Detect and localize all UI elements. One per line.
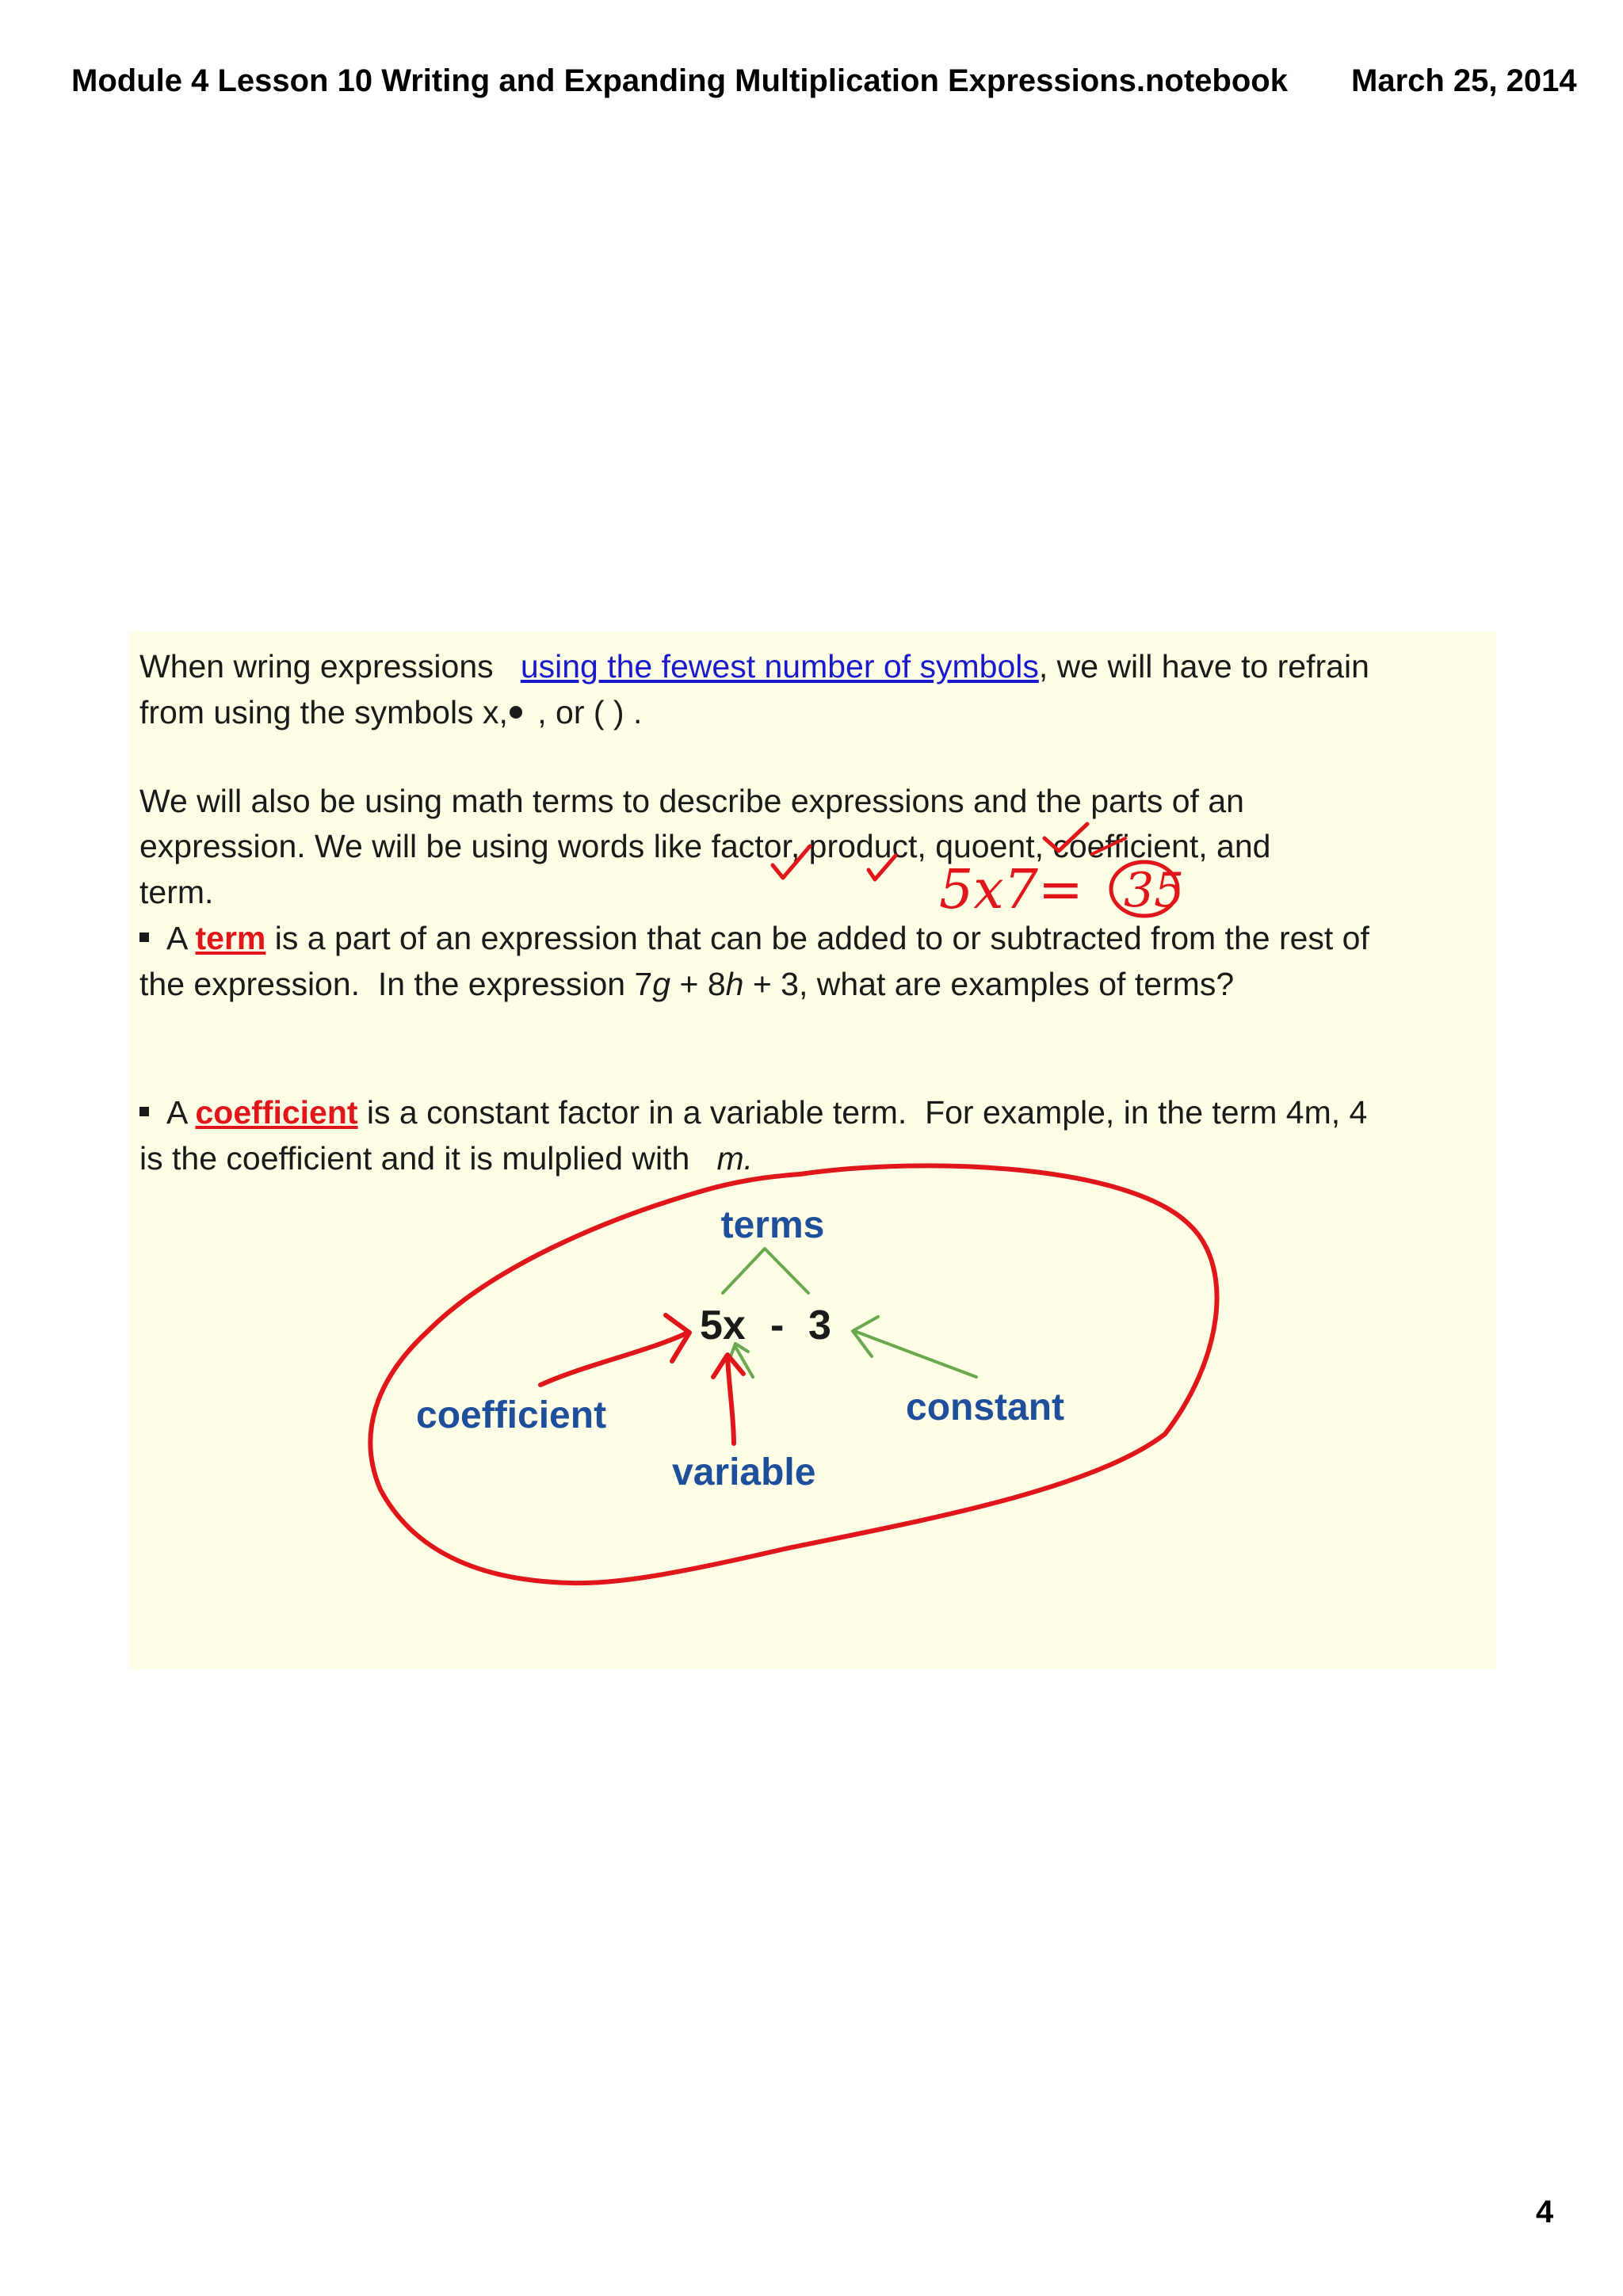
document-date: March 25, 2014 [1351,63,1577,98]
term-line2-mid: + 8 [670,966,726,1002]
handwritten-result: 35 [1124,863,1185,918]
coef-prefix: A [166,1094,196,1131]
term-line2-end: + 3, what are examples of terms? [743,966,1235,1002]
paragraph2-line2: expression. We will be using words like factor, product, quoent, coefficient, and [139,828,1271,864]
coefficient-arrow-icon [540,1333,688,1385]
check-mark-product-icon [869,856,896,879]
variable-g: g [652,966,671,1002]
page-number: 4 [1536,2195,1554,2229]
variable-label: variable [672,1451,816,1493]
term-keyword: term [195,920,266,956]
check-mark-quoent-icon [1044,824,1087,851]
coefficient-definition-rest: is a constant factor in a variable term. For example, in the term 4m, 4 [357,1094,1368,1131]
term-line2-start: the expression. In the expression 7 [139,966,653,1002]
strike-quoent-comma [1092,838,1125,854]
term-definition-rest: is a part of an expression that can be added to or subtracted from the rest of [265,920,1369,956]
expression-3: 3 [808,1302,831,1348]
expression-minus: - [770,1302,785,1348]
paragraph2-line1: We will also be using math terms to describe expressions and the parts of an [139,783,1244,819]
document-title: Module 4 Lesson 10 Writing and Expanding Multiplication Expressions.notebook [71,63,1288,98]
terms-label: terms [720,1204,825,1246]
coef-line2-start: is the coefficient and it is mulplied with [139,1140,717,1177]
paragraph1-line2-start: from using the symbols x, [139,694,508,730]
paragraph1-intro: When wring expressions [139,648,521,685]
variable-h: h [725,966,744,1002]
variable-m: m. [716,1140,754,1177]
paragraph2-line3: term. [139,874,214,910]
constant-arrow-icon [854,1331,976,1377]
coefficient-label: coefficient [416,1394,607,1436]
terms-branch [723,1249,808,1293]
term-prefix: A [166,920,196,956]
coefficient-keyword: coefficient [195,1094,358,1131]
check-mark-factor-icon [773,846,810,878]
variable-arrow-icon [727,1356,734,1444]
expression-5x: 5x [700,1302,746,1348]
fewest-symbols-link[interactable]: using the fewest number of symbols [520,648,1039,685]
constant-label: constant [906,1386,1065,1428]
paragraph1-line2-end: , or ( ) . [528,694,643,730]
handwritten-equation: 5x7= [939,859,1083,921]
paragraph1-rest: , we will have to refrain [1038,648,1369,685]
